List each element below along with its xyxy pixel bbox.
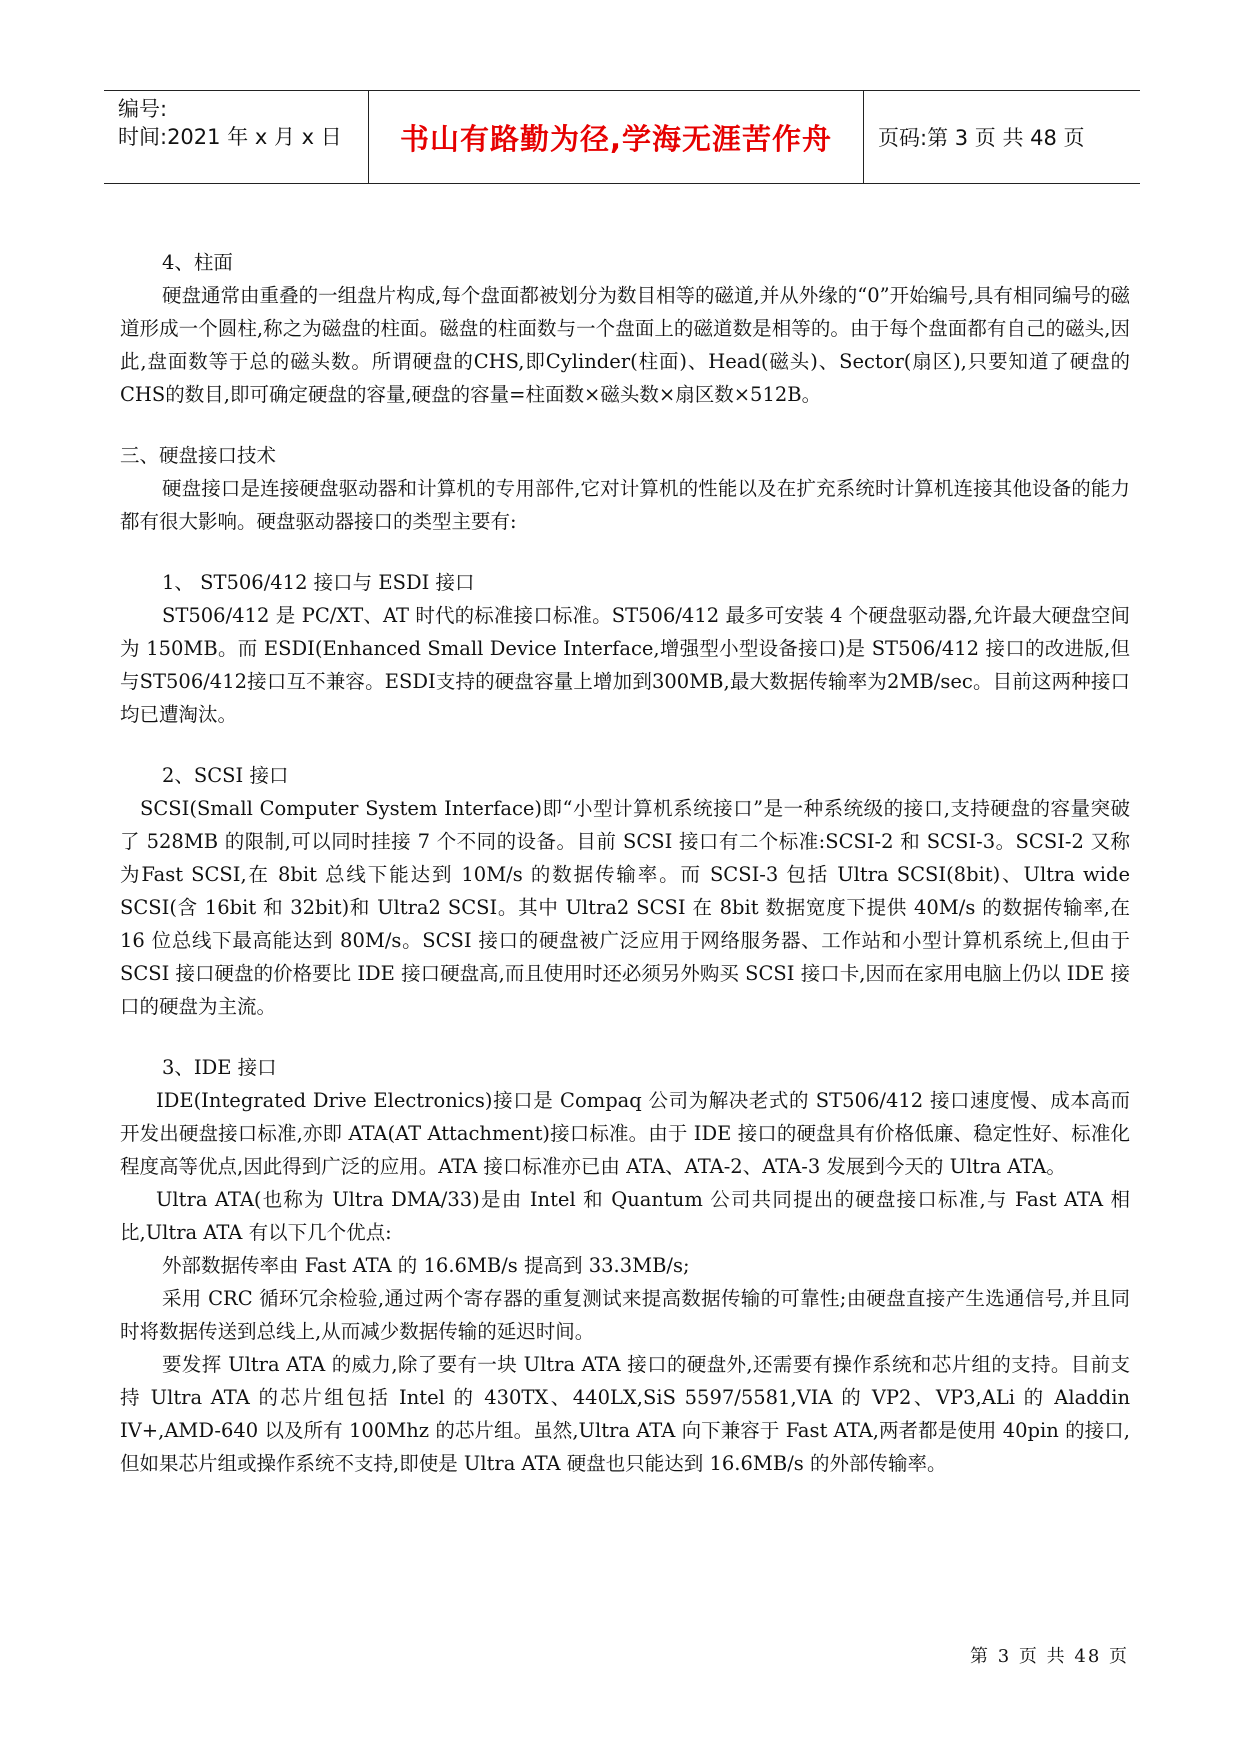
spacer bbox=[120, 731, 1130, 759]
spacer bbox=[120, 538, 1130, 566]
paragraph: ST506/412 是 PC/XT、AT 时代的标准接口标准。ST506/412 最多可安装 4 个硬盘驱动器,允许最大硬盘空间为 150MB。而 ESDI(Enhanced Small Device Interface,增强型小型设备接口)是 ST506/412 接口的改进版,但与ST506/412接口互不兼容。ESDI支持的硬盘容量上增加到300MB,最大数据传输率为2MB/sec。目前这两种接口均已遭淘汰。 bbox=[120, 604, 1130, 726]
spacer bbox=[120, 411, 1130, 439]
header-motto-cell bbox=[369, 91, 864, 183]
section-title-scsi: 2、SCSI 接口 bbox=[162, 764, 289, 787]
spacer bbox=[120, 1023, 1130, 1051]
section-title-cylinder: 4、柱面 bbox=[162, 251, 233, 274]
page-header bbox=[104, 90, 1140, 184]
header-page-label: 页码:第 3 页 共 48 页 bbox=[878, 126, 1085, 150]
header-left-cell bbox=[104, 91, 369, 183]
document-time-label: 时间:2021 年 x 月 x 日 bbox=[118, 125, 342, 149]
paragraph: 要发挥 Ultra ATA 的威力,除了要有一块 Ultra ATA 接口的硬盘外,还需要有操作系统和芯片组的支持。目前支持 Ultra ATA 的芯片组包括 Intel 的 430TX、440LX,SiS 5597/5581,VIA 的 VP2、VP3,ALi 的 Aladdin IV+,AMD-640 以及所有 100Mhz 的芯片组。虽然,Ultra ATA 向下兼容于 Fast ATA,两者都是使用 40pin 的接口,但如果芯片组或操作系统不支持,即使是 Ultra ATA 硬盘也只能达到 16.6MB/s 的外部传输率。 bbox=[120, 1353, 1130, 1475]
paragraph: 外部数据传率由 Fast ATA 的 16.6MB/s 提高到 33.3MB/s; bbox=[162, 1254, 690, 1277]
paragraph: 硬盘接口是连接硬盘驱动器和计算机的专用部件,它对计算机的性能以及在扩充系统时计算机连接其他设备的能力都有很大影响。硬盘驱动器接口的类型主要有: bbox=[120, 477, 1130, 533]
section-title-interface: 三、硬盘接口技术 bbox=[120, 444, 277, 467]
header-motto: 书山有路勤为径,学海无涯苦作舟 bbox=[399, 121, 833, 156]
paragraph: Ultra ATA(也称为 Ultra DMA/33)是由 Intel 和 Quantum 公司共同提出的硬盘接口标准,与 Fast ATA 相比,Ultra ATA 有以下几个优点: bbox=[120, 1188, 1130, 1244]
paragraph: IDE(Integrated Drive Electronics)接口是 Compaq 公司为解决老式的 ST506/412 接口速度慢、成本高而开发出硬盘接口标准,亦即 ATA(AT Attachment)接口标准。由于 IDE 接口的硬盘具有价格低廉、稳定性好、标准化程度高等优点,因此得到广泛的应用。ATA 接口标准亦已由 ATA、ATA-2、ATA-3 发展到今天的 Ultra ATA。 bbox=[120, 1089, 1130, 1178]
document-body bbox=[120, 246, 1130, 1480]
page-footer: 第 3 页 共 48 页 bbox=[970, 1646, 1129, 1667]
section-title-st506: 1、 ST506/412 接口与 ESDI 接口 bbox=[162, 571, 475, 594]
header-page-cell bbox=[864, 91, 1154, 183]
section-title-ide: 3、IDE 接口 bbox=[162, 1056, 277, 1079]
paragraph: SCSI(Small Computer System Interface)即“小型计算机系统接口”是一种系统级的接口,支持硬盘的容量突破了 528MB 的限制,可以同时挂接 7 个不同的设备。目前 SCSI 接口有二个标准:SCSI-2 和 SCSI-3。SCSI-2 又称为Fast SCSI,在 8bit 总线下能达到 10M/s 的数据传输率。而 SCSI-3 包括 Ultra SCSI(8bit)、Ultra wide SCSI(含 16bit 和 32bit)和 Ultra2 SCSI。其中 Ultra2 SCSI 在 8bit 数据宽度下提供 40M/s 的数据传输率,在 16 位总线下最高能达到 80M/s。SCSI 接口的硬盘被广泛应用于网络服务器、工作站和小型计算机系统上,但由于 SCSI 接口硬盘的价格要比 IDE 接口硬盘高,而且使用时还必须另外购买 SCSI 接口卡,因而在家用电脑上仍以 IDE 接口的硬盘为主流。 bbox=[120, 797, 1130, 1018]
paragraph: 硬盘通常由重叠的一组盘片构成,每个盘面都被划分为数目相等的磁道,并从外缘的“0”开始编号,具有相同编号的磁道形成一个圆柱,称之为磁盘的柱面。磁盘的柱面数与一个盘面上的磁道数是相等的。由于每个盘面都有自己的磁头,因此,盘面数等于总的磁头数。所谓硬盘的CHS,即Cylinder(柱面)、Head(磁头)、Sector(扇区),只要知道了硬盘的CHS的数目,即可确定硬盘的容量,硬盘的容量=柱面数×磁头数×扇区数×512B。 bbox=[120, 284, 1130, 406]
paragraph: 采用 CRC 循环冗余检验,通过两个寄存器的重复测试来提高数据传输的可靠性;由硬盘直接产生选通信号,并且同时将数据传送到总线上,从而减少数据传输的延迟时间。 bbox=[120, 1287, 1130, 1343]
document-number-label: 编号: bbox=[118, 97, 168, 121]
